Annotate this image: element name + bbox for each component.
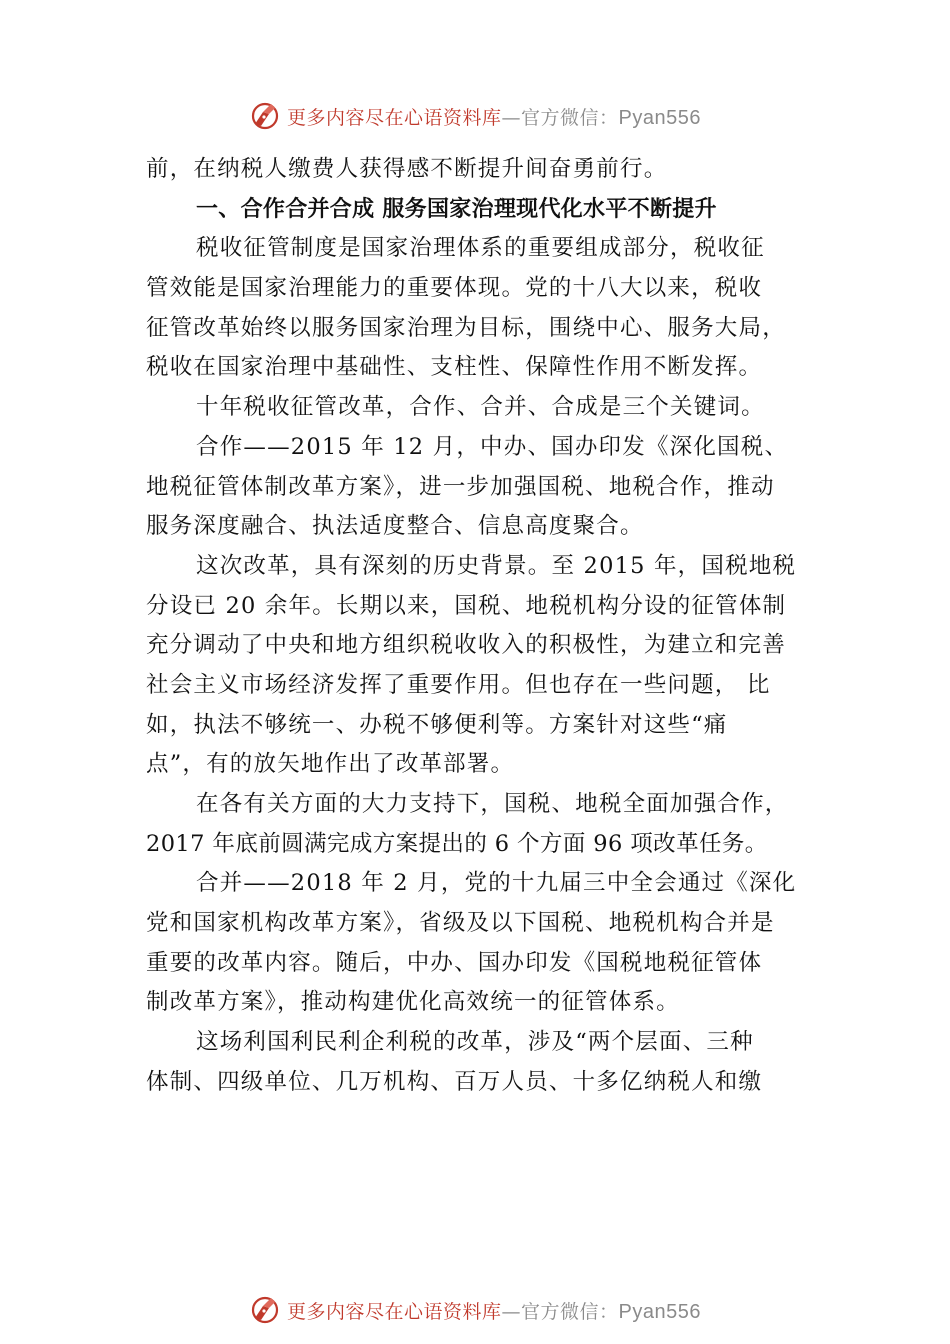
body-text-line: 分设已 20 余年。长期以来，国税、地税机构分设的征管体制	[146, 592, 787, 619]
body-text-line: 如，执法不够统一、办税不够便利等。方案针对这些“痛	[146, 711, 728, 738]
body-text-line: 税收征管制度是国家治理体系的重要组成部分，税收征	[196, 235, 765, 262]
banner-separator: —	[501, 1300, 522, 1323]
body-text-line: 党和国家机构改革方案》，省级及以下国税、地税机构合并是	[146, 910, 775, 937]
body-text-line: 征管改革始终以服务国家治理为目标，围绕中心、服务大局，	[146, 314, 786, 341]
body-text-line: 社会主义市场经济发挥了重要作用。但也存在一些问题， 比	[146, 671, 771, 698]
header-banner-content	[249, 100, 701, 132]
section-heading: 一、合作合并合成 服务国家治理现代化水平不断提升	[196, 196, 717, 222]
banner-brand: 更多内容尽在心语资料库	[287, 1300, 502, 1323]
body-text-line: 管效能是国家治理能力的重要体现。党的十八大以来，税收	[146, 275, 763, 302]
body-text-line: 服务深度融合、执法适度整合、信息高度聚合。	[146, 513, 644, 540]
banner-wechat-id: Pyan556	[618, 106, 701, 129]
body-text-line: 前，在纳税人缴费人获得感不断提升间奋勇前行。	[146, 156, 668, 182]
body-text-line: 地税征管体制改革方案》，进一步加强国税、地税合作，推动	[146, 473, 775, 500]
header-banner-text	[287, 103, 701, 130]
body-text-line: 这场利国利民利企利税的改革，涉及“两个层面、三种	[196, 1029, 754, 1056]
footer-banner	[0, 1290, 950, 1330]
pen-nib-logo-icon	[249, 100, 281, 132]
footer-banner-content	[249, 1294, 701, 1326]
body-text-line: 合作——2015 年 12 月，中办、国办印发《深化国税、	[196, 433, 789, 460]
banner-separator: —	[501, 106, 522, 129]
body-text-line: 点”，有的放矢地作出了改革部署。	[146, 751, 515, 778]
banner-brand: 更多内容尽在心语资料库	[287, 106, 502, 129]
document-body	[146, 150, 811, 1103]
body-text-line: 体制、四级单位、几万机构、百万人员、十多亿纳税人和缴	[146, 1068, 763, 1095]
header-banner	[0, 96, 950, 136]
banner-wechat-label: 官方微信：	[521, 106, 619, 129]
body-text-line: 在各有关方面的大力支持下，国税、地税全面加强合作，	[196, 791, 789, 817]
body-text-line: 制改革方案》，推动构建优化高效统一的征管体系。	[146, 989, 680, 1016]
body-text-line: 充分调动了中央和地方组织税收收入的积极性，为建立和完善	[146, 632, 786, 659]
body-text-line: 税收在国家治理中基础性、支柱性、保障性作用不断发挥。	[146, 354, 763, 381]
banner-wechat-id: Pyan556	[618, 1300, 701, 1323]
body-text-line: 十年税收征管改革，合作、合并、合成是三个关键词。	[196, 394, 765, 421]
banner-wechat-label: 官方微信：	[521, 1300, 619, 1323]
body-text-line: 2017 年底前圆满完成方案提出的 6 个方面 96 项改革任务。	[146, 830, 768, 857]
body-text-line: 重要的改革内容。随后，中办、国办印发《国税地税征管体	[146, 949, 763, 976]
footer-banner-text	[287, 1297, 701, 1324]
body-text-line: 合并——2018 年 2 月，党的十九届三中全会通过《深化	[196, 870, 797, 897]
pen-nib-logo-icon	[249, 1294, 281, 1326]
body-text-line: 这次改革，具有深刻的历史背景。至 2015 年，国税地税	[196, 552, 797, 579]
